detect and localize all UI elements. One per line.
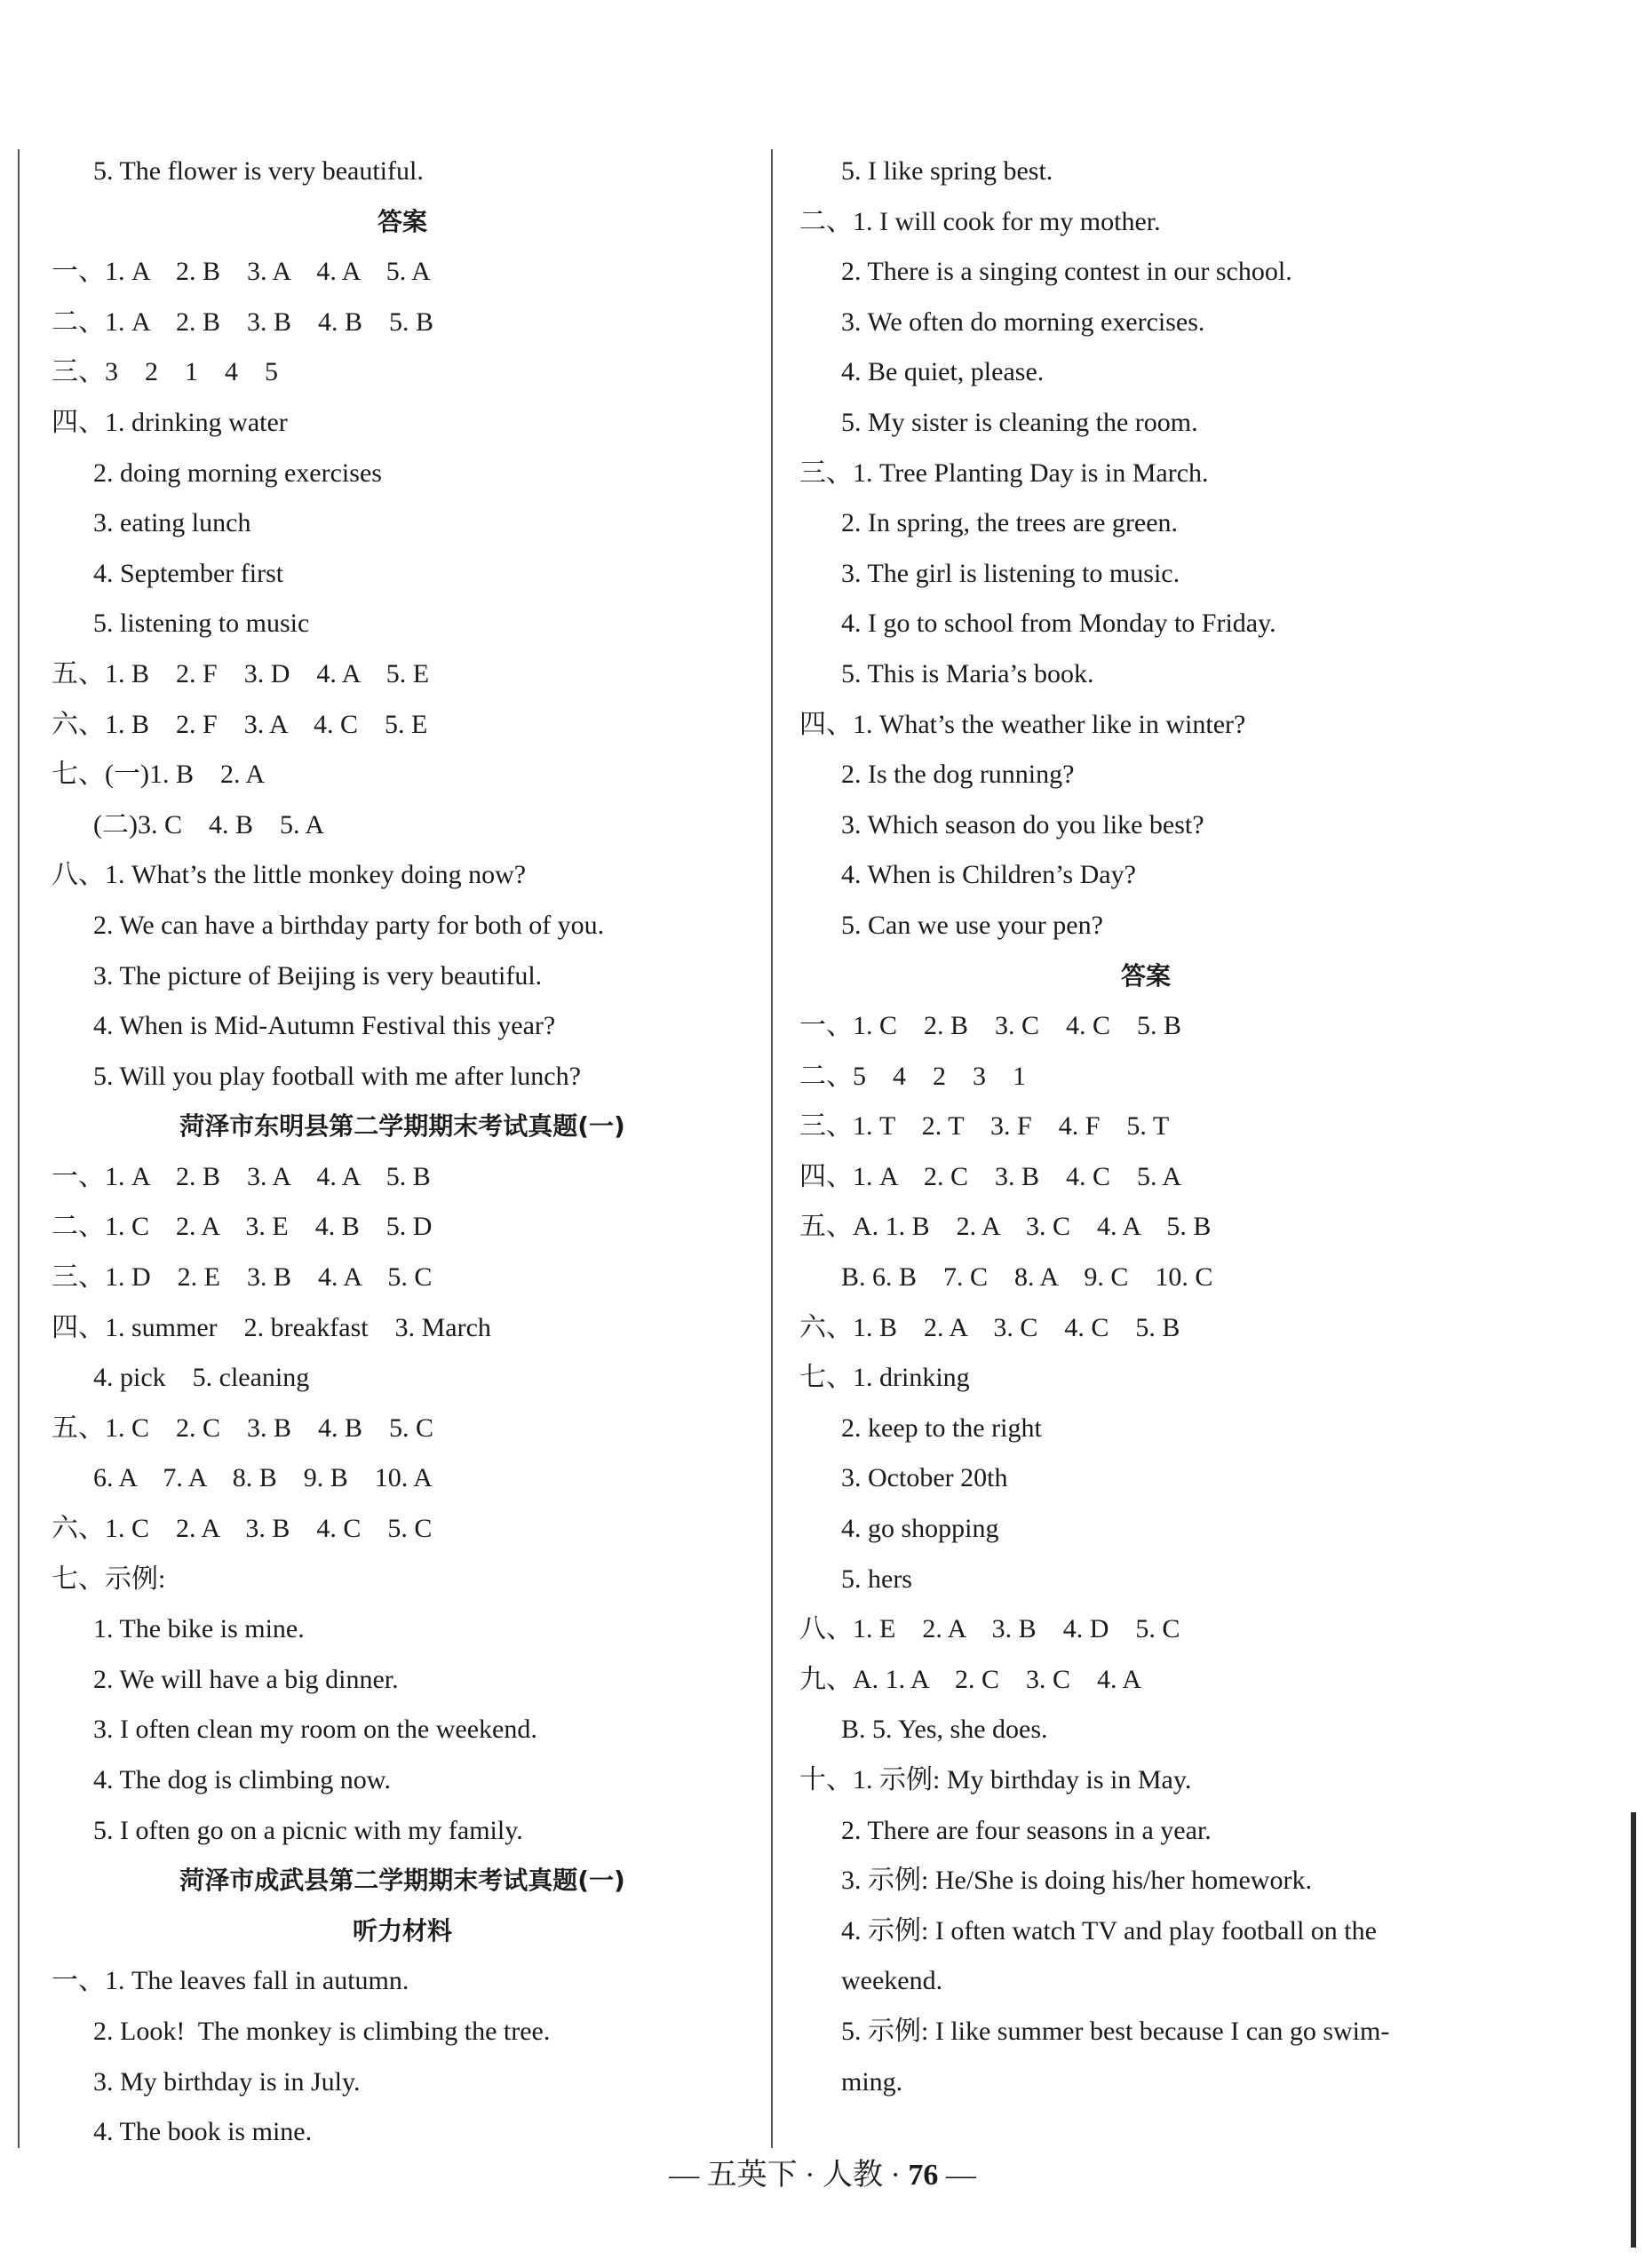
answer-line: 5. hers: [841, 1564, 912, 1594]
answer-line: 5. My sister is cleaning the room.: [841, 407, 1198, 437]
answer-line: 3. I often clean my room on the weekend.: [93, 1715, 537, 1745]
answer-line: 4. The dog is climbing now.: [93, 1765, 391, 1795]
answer-line: 2. Is the dog running?: [841, 760, 1075, 790]
answer-line: ming.: [841, 2066, 903, 2097]
answer-line: 八、1. E 2. A 3. B 4. D 5. C: [799, 1614, 1180, 1644]
answer-line: 4. When is Children’s Day?: [841, 860, 1136, 890]
answer-line: 2. keep to the right: [841, 1413, 1042, 1443]
answer-line: 2. We can have a birthday party for both of you.: [93, 910, 605, 940]
answer-line: 4. go shopping: [841, 1514, 999, 1544]
answer-line: 三、1. Tree Planting Day is in March.: [799, 458, 1209, 488]
answer-line: weekend.: [841, 1966, 943, 1996]
answer-line: 六、1. C 2. A 3. B 4. C 5. C: [52, 1514, 433, 1544]
answer-line: 十、1. 示例: My birthday is in May.: [799, 1765, 1192, 1795]
column-divider: [771, 149, 773, 2148]
answer-line: 六、1. B 2. F 3. A 4. C 5. E: [52, 709, 428, 739]
answer-line: 七、(一)1. B 2. A: [52, 760, 265, 790]
page-footer: [0, 2150, 1645, 2193]
answer-line: 4. September first: [93, 558, 284, 588]
answer-line: 七、1. drinking: [799, 1363, 970, 1393]
answer-line: 2. We will have a big dinner.: [93, 1664, 399, 1694]
section-heading: 菏泽市东明县第二学期期末考试真题(一): [179, 1111, 625, 1142]
answer-line: 二、5 4 2 3 1: [799, 1061, 1026, 1091]
answer-line: 3. 示例: He/She is doing his/her homework.: [841, 1866, 1312, 1896]
answer-line: 五、1. B 2. F 3. D 4. A 5. E: [52, 658, 430, 688]
answer-line: 5. This is Maria’s book.: [841, 658, 1094, 688]
answer-line: 一、1. C 2. B 3. C 4. C 5. B: [799, 1011, 1182, 1041]
answer-line: 3. The picture of Beijing is very beautiful.: [93, 960, 543, 991]
answer-line: 2. There is a singing contest in our school.: [841, 257, 1292, 287]
left-margin-rule: [18, 149, 20, 2148]
answer-line: 三、1. D 2. E 3. B 4. A 5. C: [52, 1262, 433, 1293]
answer-line: 5. The flower is very beautiful.: [93, 156, 424, 186]
answer-line: (二)3. C 4. B 5. A: [93, 809, 325, 840]
answer-line: 一、1. A 2. B 3. A 4. A 5. A: [52, 257, 431, 287]
answer-line: 二、1. C 2. A 3. E 4. B 5. D: [52, 1212, 433, 1242]
section-heading: 答案: [1120, 960, 1171, 991]
answer-line: 4. The book is mine.: [93, 2117, 313, 2147]
answer-line: 3. My birthday is in July.: [93, 2066, 361, 2097]
answer-line: 5. Can we use your pen?: [841, 910, 1103, 940]
answer-line: 5. Will you play football with me after lunch?: [93, 1061, 581, 1091]
answer-line: 2. Look! The monkey is climbing the tree.: [93, 2016, 551, 2046]
answer-line: 5. listening to music: [93, 609, 310, 639]
answer-line: 4. Be quiet, please.: [841, 357, 1045, 387]
answer-line: 二、1. A 2. B 3. B 4. B 5. B: [52, 306, 434, 337]
section-heading: 答案: [377, 206, 427, 236]
answer-line: 3. eating lunch: [93, 508, 251, 538]
answer-line: 4. 示例: I often watch TV and play football on the: [841, 1915, 1377, 1946]
section-heading: 菏泽市成武县第二学期期末考试真题(一): [179, 1866, 625, 1896]
answer-line: 八、1. What’s the little monkey doing now?: [52, 860, 527, 890]
answer-line: 5. 示例: I like summer best because I can go swim-: [841, 2016, 1390, 2046]
answer-line: 一、1. A 2. B 3. A 4. A 5. B: [52, 1161, 431, 1191]
answer-line: 2. There are four seasons in a year.: [841, 1815, 1212, 1845]
answer-line: 4. pick 5. cleaning: [93, 1363, 310, 1393]
answer-line: 3. October 20th: [841, 1463, 1008, 1493]
answer-line: 2. In spring, the trees are green.: [841, 508, 1179, 538]
answer-line: 五、A. 1. B 2. A 3. C 4. A 5. B: [799, 1212, 1212, 1242]
page-number: 76: [908, 2159, 939, 2192]
answer-line: 六、1. B 2. A 3. C 4. C 5. B: [799, 1312, 1180, 1342]
left-column: [52, 147, 753, 2158]
answer-line: 一、1. The leaves fall in autumn.: [52, 1966, 409, 1996]
answer-line: 五、1. C 2. C 3. B 4. B 5. C: [52, 1413, 434, 1443]
answer-line: 5. I like spring best.: [841, 156, 1053, 186]
answer-line: B. 6. B 7. C 8. A 9. C 10. C: [841, 1262, 1213, 1293]
footer-dash-left: —: [669, 2159, 700, 2192]
answer-line: 三、1. T 2. T 3. F 4. F 5. T: [799, 1111, 1170, 1142]
answer-line: 2. doing morning exercises: [93, 458, 382, 488]
answer-line: 1. The bike is mine.: [93, 1614, 305, 1644]
answer-line: 5. I often go on a picnic with my family.: [93, 1815, 523, 1845]
answer-line: 四、1. drinking water: [52, 407, 288, 437]
answer-line: 4. I go to school from Monday to Friday.: [841, 609, 1276, 639]
answer-line: 4. When is Mid-Autumn Festival this year?: [93, 1011, 556, 1041]
answer-line: 二、1. I will cook for my mother.: [799, 206, 1161, 236]
answer-line: 四、1. What’s the weather like in winter?: [799, 709, 1246, 739]
footer-book-label: 五英下 · 人教 ·: [706, 2159, 901, 2192]
footer-dash-right: —: [945, 2159, 976, 2192]
answer-line: 四、1. summer 2. breakfast 3. March: [52, 1312, 491, 1342]
answer-line: 3. The girl is listening to music.: [841, 558, 1180, 588]
section-heading: 听力材料: [352, 1915, 452, 1946]
right-column: [799, 147, 1492, 2107]
answer-line: 3. Which season do you like best?: [841, 809, 1204, 840]
answer-line: 3. We often do morning exercises.: [841, 306, 1205, 337]
answer-line: 七、示例:: [52, 1564, 166, 1594]
answer-line: 6. A 7. A 8. B 9. B 10. A: [93, 1463, 433, 1493]
answer-line: 三、3 2 1 4 5: [52, 357, 278, 387]
answer-line: 九、A. 1. A 2. C 3. C 4. A: [799, 1664, 1142, 1694]
answer-line: B. 5. Yes, she does.: [841, 1715, 1048, 1745]
answer-line: 四、1. A 2. C 3. B 4. C 5. A: [799, 1161, 1182, 1191]
